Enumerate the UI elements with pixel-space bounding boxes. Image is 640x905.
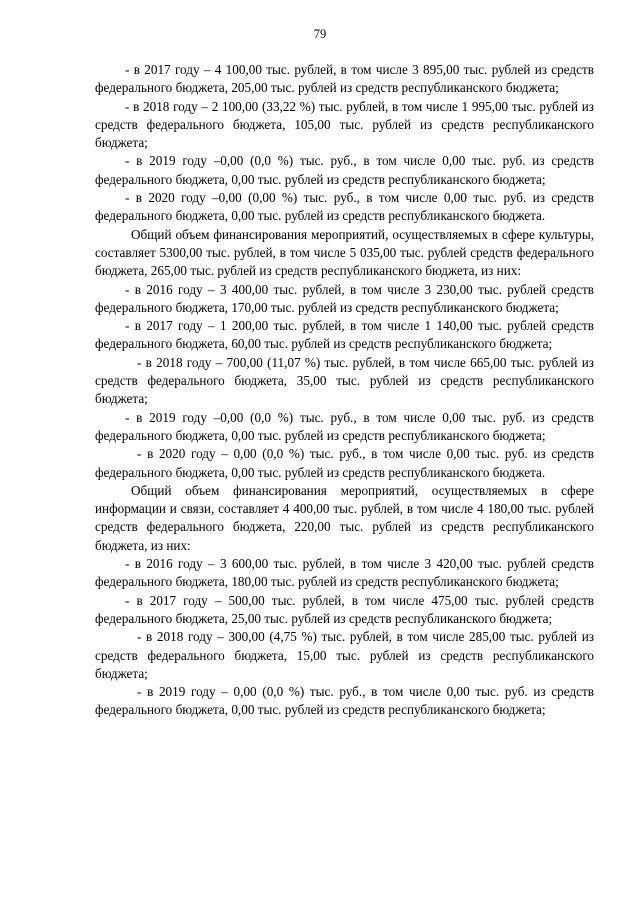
paragraph-culture-total: Общий объем финансирования мероприятий, осуществляемых в сфере культуры, составляет 5300,00 тыс. рублей, в том числе 5 035,00 тыс. рублей средств федерального бюджета, 265,00 тыс. рублей из средств республиканского бюджета, из них: xyxy=(95,226,594,279)
paragraph-info-2016: - в 2016 году – 3 600,00 тыс. рублей, в том числе 3 420,00 тыс. рублей средств федерального бюджета, 180,00 тыс. рублей из средств республиканского бюджета; xyxy=(95,556,594,590)
paragraph-2017-funding: - в 2017 году – 4 100,00 тыс. рублей, в том числе 3 895,00 тыс. рублей из средств федерального бюджета, 205,00 тыс. рублей из средств республиканского бюджета; xyxy=(95,62,594,96)
paragraph-culture-2018: - в 2018 году – 700,00 (11,07 %) тыс. рублей, в том числе 665,00 тыс. рублей из средств федерального бюджета, 35,00 тыс. рублей из средств республиканского бюджета; xyxy=(95,354,594,407)
paragraph-info-total: Общий объем финансирования мероприятий, осуществляемых в сфере информации и связи, составляет 4 400,00 тыс. рублей, в том числе 4 180,00 тыс. рублей средств федерального бюджета, 220,00 тыс. рублей из средств республиканского бюджета, из них: xyxy=(95,482,594,553)
paragraph-2018-funding: - в 2018 году – 2 100,00 (33,22 %) тыс. рублей, в том числе 1 995,00 тыс. рублей из средств федерального бюджета, 105,00 тыс. рублей из средств республиканского бюджета; xyxy=(95,98,594,151)
page-number: 79 xyxy=(313,27,327,41)
paragraph-2019-funding: - в 2019 году –0,00 (0,0 %) тыс. руб., в том числе 0,00 тыс. руб. из средств федерального бюджета, 0,00 тыс. рублей из средств республиканского бюджета; xyxy=(95,153,594,187)
paragraph-culture-2016: - в 2016 году – 3 400,00 тыс. рублей, в том числе 3 230,00 тыс. рублей средств федерального бюджета, 170,00 тыс. рублей из средств республиканского бюджета; xyxy=(95,281,594,315)
paragraph-culture-2020: - в 2020 году – 0,00 (0,0 %) тыс. руб., в том числе 0,00 тыс. руб. из средств федерального бюджета, 0,00 тыс. рублей из средств республиканского бюджета. xyxy=(95,446,594,480)
paragraph-2020-funding: - в 2020 году –0,00 (0,00 %) тыс. руб., в том числе 0,00 тыс. руб. из средств федерального бюджета, 0,00 тыс. рублей из средств республиканского бюджета. xyxy=(95,190,594,224)
paragraph-info-2017: - в 2017 году – 500,00 тыс. рублей, в том числе 475,00 тыс. рублей средств федерального бюджета, 25,00 тыс. рублей из средств республиканского бюджета; xyxy=(95,592,594,626)
paragraph-culture-2017: - в 2017 году – 1 200,00 тыс. рублей, в том числе 1 140,00 тыс. рублей средств федерального бюджета, 60,00 тыс. рублей из средств республиканского бюджета; xyxy=(95,318,594,352)
paragraph-info-2019: - в 2019 году – 0,00 (0,0 %) тыс. руб., в том числе 0,00 тыс. руб. из средств федерального бюджета, 0,00 тыс. рублей из средств республиканского бюджета; xyxy=(95,684,594,718)
paragraph-culture-2019: - в 2019 году –0,00 (0,0 %) тыс. руб., в том числе 0,00 тыс. руб. из средств федерального бюджета, 0,00 тыс. рублей из средств республиканского бюджета; xyxy=(95,409,594,443)
paragraph-info-2018: - в 2018 году – 300,00 (4,75 %) тыс. рублей, в том числе 285,00 тыс. рублей из средств федерального бюджета, 15,00 тыс. рублей из средств республиканского бюджета; xyxy=(95,629,594,681)
body-text xyxy=(95,61,594,720)
